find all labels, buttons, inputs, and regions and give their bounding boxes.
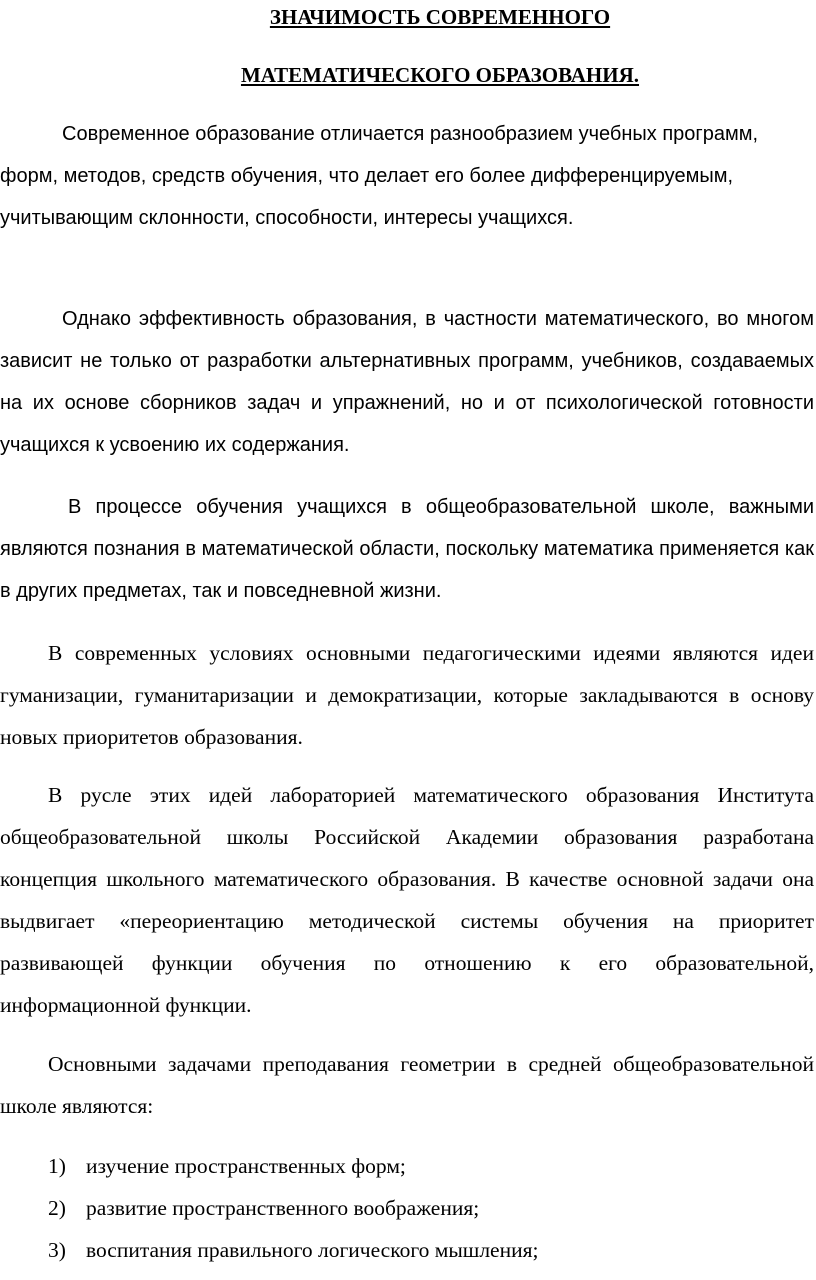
title-line-2: МАТЕМАТИЧЕСКОГО ОБРАЗОВАНИЯ. [240, 63, 640, 87]
paragraph-6: Основными задачами преподавания геометрии в средней общеобразовательной школе являются: [0, 1052, 814, 1118]
list-item-number: 2) [48, 1196, 66, 1220]
paragraph-5: В русле этих идей лабораторией математического образования Института общеобразовательной школы Российской Академии образования разработана концепция школьного математического образования. В качестве основной задачи она выдвигает «переориентацию методической системы обучения на приоритет развивающей функции обучения по отношению к его образовательной, информационной функции. [0, 783, 814, 1017]
list-item [48, 1145, 538, 1187]
list-item [48, 1187, 538, 1229]
paragraph-2: Однако эффективность образования, в частности математического, во многом зависит не только от разработки альтернативных программ, учебников, создаваемых на их основе сборников задач и упражнений, но и от психологической готовности учащихся к усвоению их содержания. [0, 308, 814, 456]
list-item-text: изучение пространственных форм; [86, 1154, 406, 1178]
list-item-number: 1) [48, 1154, 66, 1178]
paragraph-1: Современное образование отличается разнообразием учебных программ, форм, методов, средств обучения, что делает его более дифференцируемым, учитывающим склонности, способности, интересы учащихся. [0, 123, 759, 229]
paragraph-4: В современных условиях основными педагогическими идеями являются идеи гуманизации, гуманитаризации и демократизации, которые закладываются в основу новых приоритетов образования. [0, 641, 814, 749]
paragraph-3: В процессе обучения учащихся в общеобразовательной школе, важными являются познания в математической области, поскольку математика применяется как в других предметах, так и повседневной жизни. [0, 496, 814, 602]
geometry-tasks-list [48, 1145, 538, 1271]
list-item [48, 1229, 538, 1271]
title-line-1: ЗНАЧИМОСТЬ СОВРЕМЕННОГО [269, 5, 611, 29]
list-item-text: воспитания правильного логического мышления; [86, 1238, 539, 1262]
list-item-number: 3) [48, 1238, 66, 1262]
list-item-text: развитие пространственного воображения; [86, 1196, 480, 1220]
